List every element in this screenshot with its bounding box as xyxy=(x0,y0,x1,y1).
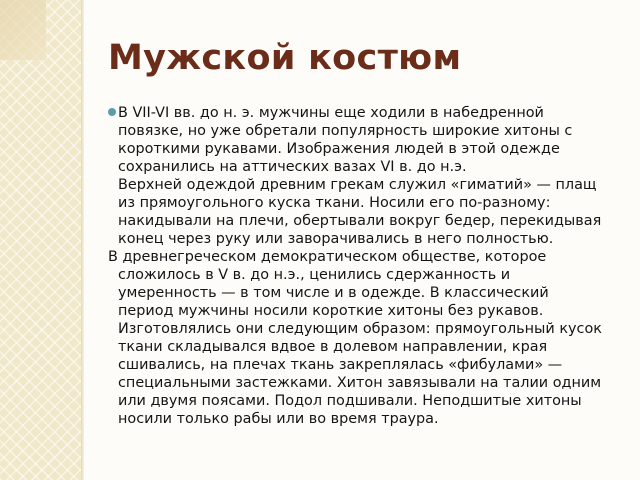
text-line: специальными застежками. Хитон завязывали на талии одним xyxy=(118,375,602,391)
text-line: короткими рукавами. Изображения людей в этой одежде xyxy=(118,141,560,157)
text-line: умеренность — в том числе и в одежде. В классический xyxy=(118,285,549,301)
text-line: или двумя поясами. Подол подшивали. Неподшитые хитоны xyxy=(118,393,582,409)
text-line: ткани складывался вдвое в долевом направлении, края xyxy=(118,339,548,355)
text-line: носили только рабы или во время траура. xyxy=(118,411,439,427)
text-line: повязке, но уже обретали популярность широкие хитоны с xyxy=(118,123,573,139)
decorative-corner xyxy=(0,0,46,60)
slide-title: Мужской костюм xyxy=(108,38,462,78)
text-line: сшивались, на плечах ткань закреплялась «фибулами» — xyxy=(118,357,563,373)
text-line: конец через руку или заворачивались в него полностью. xyxy=(118,231,554,247)
text-line: сложилось в V в. до н.э., ценились сдержанность и xyxy=(118,267,511,283)
text-line: накидывали на плечи, обертывали вокруг бедер, перекидывая xyxy=(118,213,602,229)
text-line: из прямоугольного куска ткани. Носили его по-разному: xyxy=(118,195,551,211)
text-line: Изготовлялись они следующим образом: прямоугольный кусок xyxy=(118,321,602,337)
paragraph-classical-chiton xyxy=(108,248,620,428)
text-line: В древнегреческом демократическом обществе, которое xyxy=(108,249,547,265)
slide-content xyxy=(108,104,620,428)
paragraph-garment-early xyxy=(108,104,620,248)
text-line: Верхней одеждой древним грекам служил «гиматий» — плащ xyxy=(118,177,597,193)
strip-edge xyxy=(81,0,84,480)
decorative-side-strip xyxy=(0,0,84,480)
text-line: период мужчины носили короткие хитоны без рукавов. xyxy=(118,303,544,319)
text-line: сохранились на аттических вазах VI в. до н.э. xyxy=(118,159,467,175)
text-line: В VII-VI вв. до н. э. мужчины еще ходили в набедренной xyxy=(118,105,544,121)
bullet-icon xyxy=(108,108,116,116)
